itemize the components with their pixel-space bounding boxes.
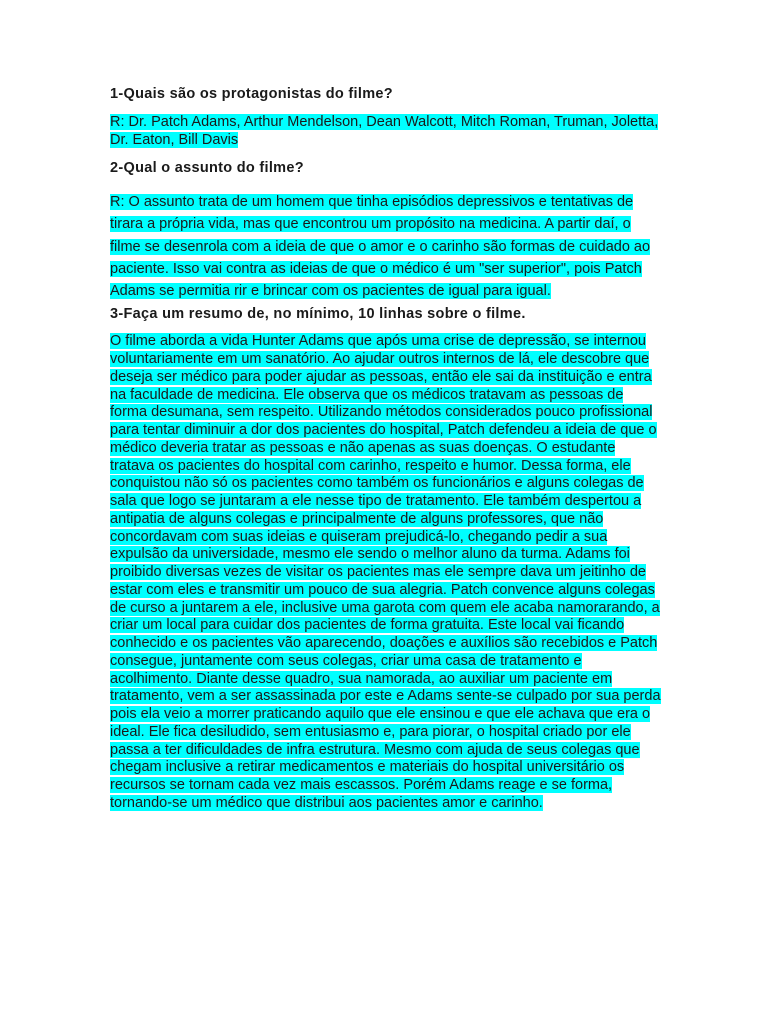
answer-2 [110,191,662,302]
question-2-heading: 2-Qual o assunto do filme? [110,160,304,176]
question-1-heading: 1-Quais são os protagonistas do filme? [110,86,393,102]
document-body [110,84,662,813]
answer-2-highlighted-text: R: O assunto trata de um homem que tinha episódios depressivos e tentativas de tirara a própria vida, mas que encontrou um propósito na medicina. A partir daí, o filme se desenrola com a ideia de que o amor e o carinho são formas de cuidado ao paciente. Isso vai contra as ideias de que o médico é um "ser superior", pois Patch Adams se permitia rir e brincar com os pacientes de igual para igual. [110,194,651,300]
answer-3 [110,333,662,812]
answer-3-highlighted-text: O filme aborda a vida Hunter Adams que após uma crise de depressão, se internou voluntariamente em um sanatório. Ao ajudar outros internos de lá, ele descobre que deseja ser médico para poder ajudar as pessoas, então ele sai da instituição e entra na faculdade de medicina. Ele observa que os médicos tratavam as pessoas de forma desumana, sem respeito. Utilizando métodos considerados pouco profissional para tentar diminuir a dor dos pacientes do hospital, Patch defendeu a ideia de que o médico deveria tratar as pessoas e não apenas as suas doenças. O estudante tratava os pacientes do hospital com carinho, respeito e humor. Dessa forma, ele conquistou não só os pacientes como também os funcionários e alguns colegas de sala que logo se juntaram a ele nesse tipo de tratamento. Ele também despertou a antipatia de alguns colegas e principalmente de alguns professores, que não concordavam com suas ideias e quiseram prejudicá-lo, chegando pedir a sua expulsão da universidade, mesmo ele sendo o melhor aluno da turma. Adams foi proibido diversas vezes de visitar os pacientes mas ele sempre dava um jeitinho de estar com eles e transmitir um pouco de sua alegria. Patch convence alguns colegas de curso a juntarem a ele, inclusive uma garota com quem ele acaba namorarando, a criar um local para cuidar dos pacientes de forma gratuita. Este local vai ficando conhecido e os pacientes vão aparecendo, doações e auxílios são recebidos e Patch consegue, juntamente com seus colegas, criar uma casa de tratamento e acolhimento. Diante desse quadro, sua namorada, ao auxiliar um paciente em tratamento, vem a ser assassinada por este e Adams sente-se culpado por sua perda pois ela veio a morrer praticando aquilo que ele ensinou e que ele achava que era o ideal. Ele fica desiludido, sem entusiasmo e, para piorar, o hospital criado por ele passa a ter dificuldades de infra estrutura. Mesmo com ajuda de seus colegas que chegam inclusive a retirar medicamentos e materiais do hospital universitário os recursos se tornam cada vez mais escassos. Porém Adams reage e se forma, tornando-se um médico que distribui aos pacientes amor e carinho. [110,333,661,811]
question-3-heading: 3-Faça um resumo de, no mínimo, 10 linhas sobre o filme. [110,306,526,323]
answer-1 [110,113,662,149]
answer-1-highlighted-text: R: Dr. Patch Adams, Arthur Mendelson, Dean Walcott, Mitch Roman, Truman, Joletta, Dr. Eaton, Bill Davis [110,114,659,148]
